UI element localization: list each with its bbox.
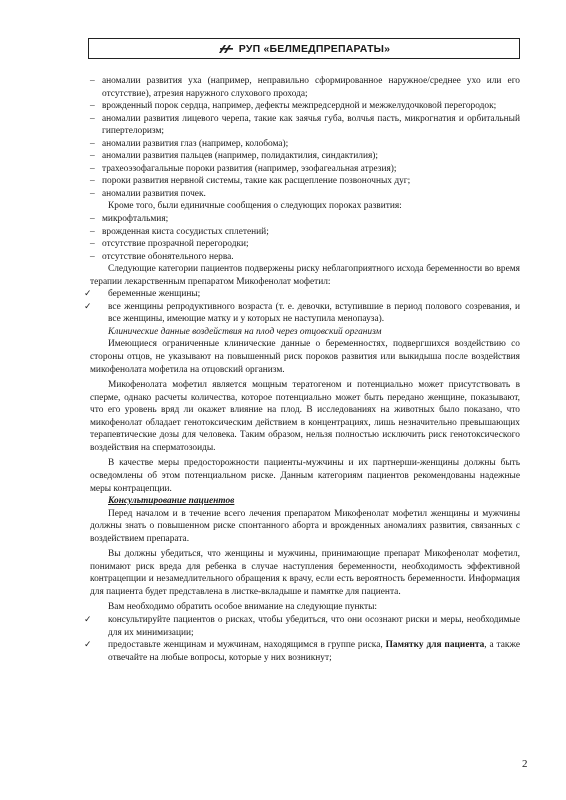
checklist-item bbox=[84, 639, 520, 664]
checklist-item bbox=[84, 288, 520, 301]
list-item-text bbox=[108, 639, 520, 664]
dash-marker: – bbox=[90, 226, 95, 237]
paragraph: В качестве меры предосторожности пациенты-мужчины и их партнерши-женщины должны быть осведомлены об этом потенциальном риске. Данным категориям пациентов рекомендованы надежные меры контрацепции. bbox=[90, 458, 520, 494]
paragraph: Вам необходимо обратить особое внимание на следующие пункты: bbox=[108, 602, 377, 613]
section-heading: Консультирование пациентов bbox=[108, 496, 235, 507]
list-item bbox=[90, 100, 520, 113]
dash-marker: – bbox=[90, 138, 95, 149]
header-title: РУП «БЕЛМЕДПРЕПАРАТЫ» bbox=[238, 42, 391, 55]
dash-marker: – bbox=[90, 214, 95, 225]
paragraph: Кроме того, были единичные сообщения о следующих пороках развития: bbox=[108, 201, 402, 212]
list-item-text: аномалии развития лицевого черепа, такие как заячья губа, волчья пасть, микрогнатия и орбитальный гипертелоризм; bbox=[102, 113, 520, 137]
list-item bbox=[90, 113, 520, 138]
dash-marker: – bbox=[90, 113, 95, 124]
list-item bbox=[90, 163, 520, 176]
company-logo-icon bbox=[218, 44, 234, 54]
list-item-text: микрофтальмия; bbox=[102, 214, 169, 225]
paragraph: Перед началом и в течение всего лечения препаратом Микофенолат мофетил женщины и мужчины должны знать о повышенном риске спонтанного аборта и врожденных аномалиях развития, связанных с воздействием препарата. bbox=[90, 508, 520, 544]
text-run: , а также отвечайте на любые вопросы, которые у них возникнут; bbox=[108, 640, 521, 663]
dash-marker: – bbox=[90, 163, 95, 174]
list-item bbox=[90, 75, 520, 100]
list-item-text: отсутствие обонятельного нерва. bbox=[102, 251, 234, 262]
bold-text-run: Памятку для пациента bbox=[385, 640, 485, 651]
paragraph: Микофенолата мофетил является мощным тератогеном и потенциально может присутствовать в сперме, однако расчеты количества, которое потенциально может быть передано женщине, показывают, что его уровень вряд ли окажет влияние на плод. В исследованиях на животных было показано, что микофенолат обладает генотоксическим действием в концентрациях, лишь незначительно превышающих терапевтические дозы для человека. Таким образом, нельзя полностью исключить риск генотоксического воздействия на сперматозоиды. bbox=[90, 380, 520, 453]
checklist-item bbox=[84, 614, 520, 639]
list-item bbox=[90, 238, 520, 251]
list-item-text: аномалии развития почек. bbox=[102, 188, 206, 199]
dash-marker: – bbox=[90, 188, 95, 199]
dash-marker: – bbox=[90, 151, 95, 162]
paragraph: Следующие категории пациентов подвержены риску неблагоприятного исхода беременности во время терапии лекарственным препаратом Микофенолат мофетил: bbox=[90, 264, 520, 287]
page-number: 2 bbox=[522, 758, 528, 770]
checkmark-icon: ✓ bbox=[84, 301, 92, 312]
text-run: предоставьте женщинам и мужчинам, находящимся в группе риска, bbox=[108, 640, 386, 651]
list-item-text: все женщины репродуктивного возраста (т. е. девочки, вступившие в период полового созревания, и все женщины, имеющие матку и у которых не наступила менопауза). bbox=[108, 301, 520, 325]
list-item-text: трахеоэзофагальные пороки развития (например, эзофагеальная атрезия); bbox=[102, 163, 397, 174]
list-item-text: беременные женщины; bbox=[108, 289, 201, 300]
list-item bbox=[90, 150, 520, 163]
dash-marker: – bbox=[90, 76, 95, 86]
list-item-text: аномалии развития пальцев (например, полидактилия, синдактилия); bbox=[102, 151, 379, 162]
list-item-text: аномалии развития уха (например, неправильно сформированное наружное/среднее ухо или его отсутствие), атрезия наружного слухового прохода; bbox=[102, 76, 520, 99]
checkmark-icon: ✓ bbox=[84, 640, 92, 651]
list-item bbox=[90, 226, 520, 239]
checklist-item bbox=[84, 301, 520, 326]
dash-marker: – bbox=[90, 251, 95, 262]
list-item bbox=[90, 251, 520, 264]
list-item-text: врожденная киста сосудистых сплетений; bbox=[102, 226, 269, 237]
dash-marker: – bbox=[90, 101, 95, 112]
paragraph: Имеющиеся ограниченные клинические данные о беременностях, подвергшихся воздействию со стороны отцов, не указывают на повышенный риск пороков развития или выкидыша после воздействия микофенолата мофетила на отцовский организм. bbox=[90, 339, 520, 375]
checkmark-icon: ✓ bbox=[84, 614, 92, 625]
page-header bbox=[88, 38, 520, 59]
list-item-text: консультируйте пациентов о рисках, чтобы убедиться, что они осознают риски и меры, необходимые для их минимизации; bbox=[108, 614, 520, 638]
list-item-text: врожденный порок сердца, например, дефекты межпредсердной и межжелудочковой перегородок; bbox=[102, 101, 497, 112]
list-item-text: отсутствие прозрачной перегородки; bbox=[102, 239, 249, 250]
section-subheading: Клинические данные воздействия на плод через отцовский организм bbox=[108, 326, 382, 337]
list-item bbox=[90, 138, 520, 151]
paragraph: Вы должны убедиться, что женщины и мужчины, принимающие препарат Микофенолат мофетил, понимают риск вреда для ребенка в случае наступления беременности, необходимость эффективной контрацепции и незамедлительного обращения к врачу, если есть вероятность беременности. Информация для пациента будет представлена в листке-вкладыше и памятке для пациента. bbox=[90, 549, 520, 597]
dash-marker: – bbox=[90, 176, 95, 187]
list-item bbox=[90, 188, 520, 201]
document-body bbox=[84, 75, 521, 664]
dash-marker: – bbox=[90, 239, 95, 250]
list-item bbox=[90, 213, 520, 226]
list-item-text: аномалии развития глаз (например, колобома); bbox=[102, 138, 289, 149]
list-item-text: пороки развития нервной системы, такие как расщепление позвоночных дуг; bbox=[102, 176, 411, 187]
list-item bbox=[90, 175, 520, 188]
checkmark-icon: ✓ bbox=[84, 289, 92, 300]
